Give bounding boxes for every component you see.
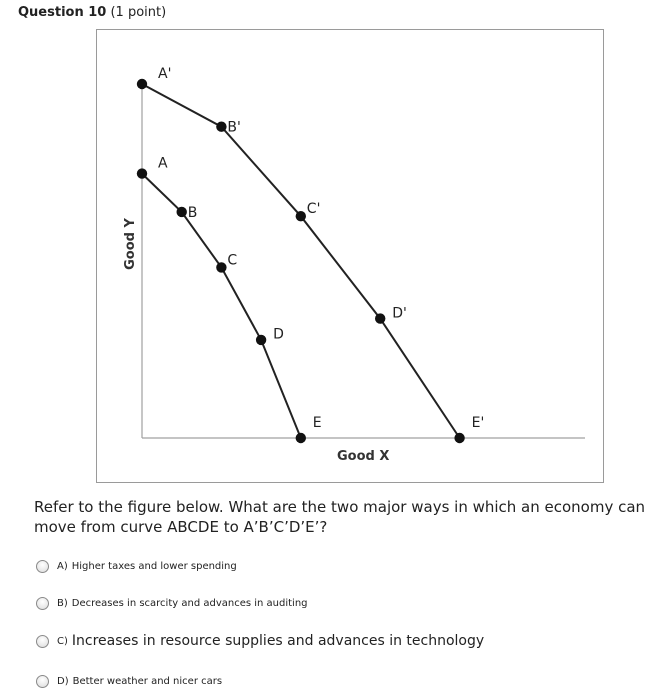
point-label-d: D <box>273 326 284 343</box>
x-axis-label: Good X <box>337 449 390 464</box>
point-b-prime <box>216 121 226 131</box>
curve-abcde <box>142 174 301 438</box>
question-header <box>18 5 166 20</box>
y-axis-label: Good Y <box>123 218 138 270</box>
radio-button-icon[interactable] <box>36 635 49 648</box>
point-d-prime <box>375 313 385 323</box>
question-title: Question 10 <box>18 5 107 20</box>
option-a[interactable] <box>36 560 237 573</box>
point-e <box>296 433 306 443</box>
option-c[interactable] <box>36 633 484 649</box>
question-prompt-line1: Refer to the figure below. What are the two major ways in which an economy can <box>34 498 646 516</box>
radio-button-icon[interactable] <box>36 560 49 573</box>
point-label-b: B <box>187 204 198 221</box>
option-c-letter: C) <box>57 635 68 647</box>
point-label-a-prime: A' <box>158 66 172 82</box>
option-b[interactable] <box>36 597 308 610</box>
question-points: (1 point) <box>110 5 167 20</box>
point-label-a: A <box>158 155 168 172</box>
option-d-text: Better weather and nicer cars <box>72 676 223 687</box>
ppf-figure <box>96 29 604 483</box>
option-b-letter: B) <box>57 598 68 609</box>
point-c-prime <box>296 211 306 221</box>
point-label-c: C <box>227 252 238 269</box>
radio-button-icon[interactable] <box>36 675 49 688</box>
option-b-text: Decreases in scarcity and advances in auditing <box>71 598 308 609</box>
point-label-b-prime: B' <box>227 119 241 136</box>
question-prompt <box>34 497 652 537</box>
point-d <box>256 335 266 345</box>
radio-button-icon[interactable] <box>36 597 49 610</box>
point-label-d-prime: D' <box>392 305 407 322</box>
option-a-letter: A) <box>57 561 68 572</box>
point-label-e-prime: E' <box>471 415 485 431</box>
option-d-letter: D) <box>57 676 69 687</box>
point-b <box>177 207 187 217</box>
option-a-text: Higher taxes and lower spending <box>71 561 237 572</box>
point-label-c-prime: C' <box>306 201 321 218</box>
ppf-chart <box>97 30 605 484</box>
point-a <box>137 168 147 178</box>
curve-a-prime-e-prime <box>142 84 460 438</box>
option-c-text: Increases in resource supplies and advances in technology <box>71 633 485 649</box>
option-d[interactable] <box>36 675 222 688</box>
question-prompt-line2: move from curve ABCDE to A’B’C’D’E’? <box>34 518 328 536</box>
point-label-e: E <box>312 415 322 431</box>
point-a-prime <box>137 79 147 89</box>
point-e-prime <box>454 433 464 443</box>
point-c <box>216 262 226 272</box>
